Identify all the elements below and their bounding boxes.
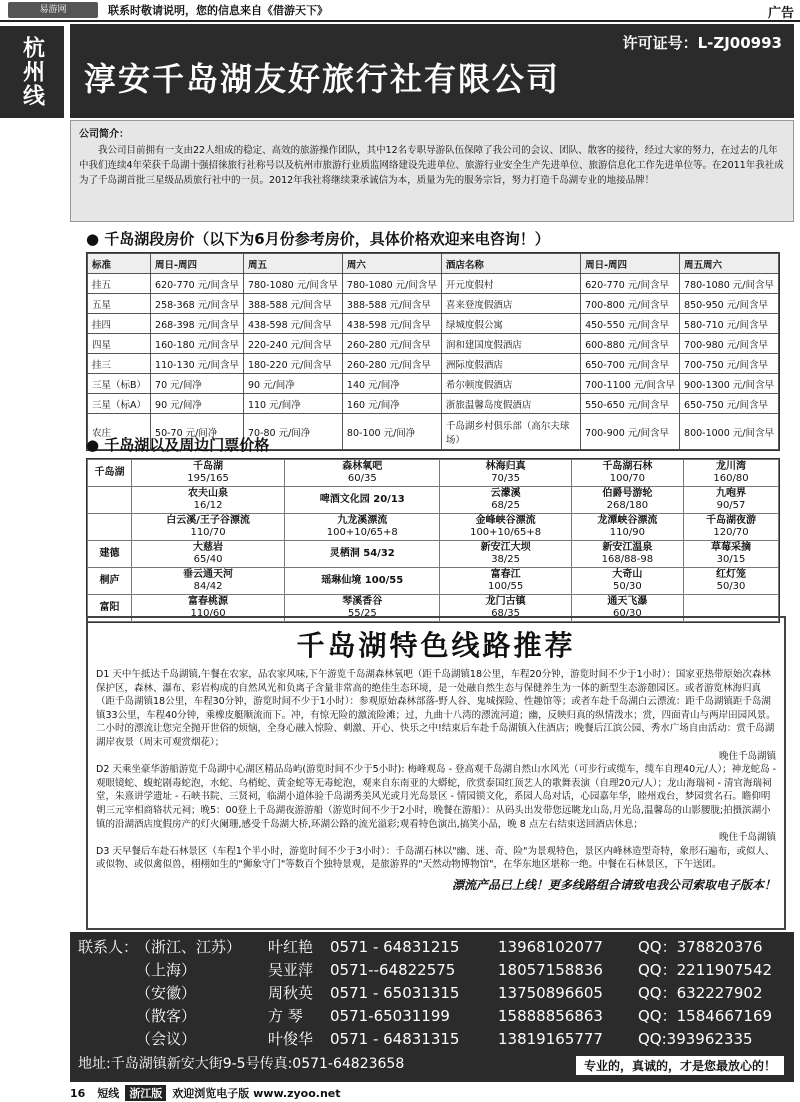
attraction-name: 草莓采摘 [710, 542, 751, 553]
license-number: 许可证号：L-ZJ00993 [622, 34, 782, 52]
ticket-cell [132, 514, 285, 541]
contact-name: 叶俊华 [268, 1030, 314, 1048]
price-cell: 260-280 元/间含早 [342, 334, 441, 354]
price-cell: 希尔顿度假酒店 [441, 374, 580, 394]
price-cell: 喜来登度假酒店 [441, 294, 580, 314]
company-address: 地址:千岛湖镇新安大街9-5号传真:0571-64823658 [78, 1056, 405, 1072]
price-cell: 160 元/间净 [342, 394, 441, 414]
ticket-cell [132, 568, 285, 595]
routes-title: 千岛湖特色线路推荐 [296, 629, 576, 662]
attraction-name: 新安江温泉 [602, 542, 653, 553]
attraction-name: 伯爵号游轮 [602, 488, 653, 499]
attraction-name: 龙川湾 [715, 461, 746, 472]
contact-phone: 0571 - 65031315 [330, 984, 460, 1002]
ticket-table-panel [86, 458, 780, 623]
ticket-row [88, 541, 779, 568]
attraction-name: 灵栖洞 54/32 [329, 548, 395, 559]
price-cell: 农庄 [88, 414, 151, 450]
intro-text: 我公司目前拥有一支由22人组成的稳定、高效的旅游操作团队，其中12名专职导游队伍保障了我公司的会议、团队、散客的接待，经过大家的努力，在过去的几年中我们连续4年荣获千岛湖十强招徕旅行社称号以及杭州市旅游行业质监网络建设先进单位、旅游行业安全生产先进单位、旅游信息化工作先进单位等。在2011年我社成为了千岛湖首批三星级品质旅行社中的一员。2012年我社将继续秉承诚信为本，质量为先的服务宗旨，努力打造千岛湖专业的地接品牌！ [79, 145, 784, 186]
ticket-cell [571, 487, 683, 514]
company-name: 淳安千岛湖友好旅行社有限公司 [84, 60, 561, 98]
contact-region: （安徽） [136, 984, 197, 1002]
price-row [88, 354, 779, 374]
route-day-3: D3 天早餐后车赴石林景区（车程1个半小时，游览时间不少于3小时）：千岛湖石林以"幽、迷、奇、险"为景观特色，景区内峰林造型奇特，象形石遍布，或似人、或似物、或似禽似兽，栩栩如生的"狮象守门"等数百个独特景观，是旅游界的"天然动物博物馆"，在华东地区堪称一绝。中餐在石林景区，下午送团。 [96, 845, 775, 871]
price-row [88, 394, 779, 414]
price-cell: 850-950 元/间含早 [680, 294, 779, 314]
company-intro [70, 120, 794, 222]
ticket-price: 65/40 [193, 554, 223, 565]
contact-mobile: 18057158836 [498, 961, 603, 979]
ticket-price: 110/60 [190, 608, 226, 619]
price-cell: 620-770 元/间含早 [151, 274, 244, 294]
website-link[interactable]: 欢迎浏览电子版 www.zyoo.net [172, 1087, 341, 1100]
price-cell: 650-750 元/间含早 [680, 394, 779, 414]
price-cell: 千岛湖乡村俱乐部（高尔夫球场） [441, 414, 580, 450]
ticket-cell [285, 541, 440, 568]
attraction-name: 瑶琳仙境 100/55 [321, 575, 404, 586]
price-cell: 180-220 元/间含早 [243, 354, 342, 374]
contact-phone: 0571 - 64831315 [330, 1030, 460, 1048]
ticket-cell [571, 541, 683, 568]
ticket-region [88, 514, 132, 541]
ticket-heading: ● 千岛湖以及周边门票价格 [86, 436, 270, 454]
contact-row [78, 1005, 786, 1028]
ticket-row [88, 568, 779, 595]
price-cell: 70 元/间净 [151, 374, 244, 394]
price-cell: 110-130 元/间含早 [151, 354, 244, 374]
attraction-name: 琴溪香谷 [342, 596, 383, 607]
price-cell: 780-1080 元/间含早 [243, 274, 342, 294]
attraction-name: 大慈岩 [193, 542, 224, 553]
section-label: 短线 [97, 1087, 120, 1100]
price-cell: 周六 [342, 254, 441, 274]
attraction-name: 富春桃源 [188, 596, 229, 607]
attraction-name: 森林氧吧 [342, 461, 383, 472]
price-cell: 900-1300 元/间含早 [680, 374, 779, 394]
contact-phone: 0571--64822575 [330, 961, 456, 979]
ticket-price: 68/25 [491, 500, 521, 511]
price-table-panel [86, 252, 780, 451]
slogan: 专业的，真诚的，才是您最放心的！ [576, 1056, 784, 1075]
ticket-row [88, 514, 779, 541]
ticket-cell [683, 460, 778, 487]
ticket-cell [285, 514, 440, 541]
attraction-name: 啤酒文化园 20/13 [319, 494, 405, 505]
ticket-price: 110/90 [609, 527, 645, 538]
top-notice: 联系时敬请说明，您的信息来自《借游天下》 [108, 4, 328, 17]
price-cell: 110 元/间净 [243, 394, 342, 414]
ticket-cell [285, 568, 440, 595]
page-footer [0, 1084, 800, 1102]
price-cell: 140 元/间净 [342, 374, 441, 394]
ticket-cell [440, 487, 571, 514]
route-tab-label: 杭州线 [19, 36, 45, 108]
ticket-cell [440, 460, 571, 487]
ticket-price: 60/30 [612, 608, 642, 619]
attraction-name: 千岛湖 [193, 461, 224, 472]
ticket-price: 168/88-98 [601, 554, 654, 565]
price-cell: 268-398 元/间含早 [151, 314, 244, 334]
ticket-price: 50/30 [716, 581, 746, 592]
contact-phone: 0571 - 64831215 [330, 938, 460, 956]
ticket-cell [285, 487, 440, 514]
contact-name: 周秋英 [268, 984, 314, 1002]
price-cell: 周五 [243, 254, 342, 274]
contact-region: （浙江、江苏） [136, 938, 242, 956]
contacts-label: 联系人： [78, 938, 139, 956]
price-row [88, 274, 779, 294]
price-cell: 浙旅温馨岛度假酒店 [441, 394, 580, 414]
ticket-price: 30/15 [716, 554, 746, 565]
contacts-panel [70, 932, 794, 1082]
price-cell: 700-800 元/间含早 [581, 294, 680, 314]
contact-mobile: 15888856863 [498, 1007, 603, 1025]
contact-region: （散客） [136, 1007, 197, 1025]
price-cell: 700-900 元/间含早 [581, 414, 680, 450]
ticket-price: 55/25 [347, 608, 377, 619]
promo-text: 漂流产品已上线！更多线路组合请致电我公司索取电子版本！ [451, 877, 776, 892]
ticket-cell [683, 541, 778, 568]
top-bar [0, 0, 800, 22]
contact-row [78, 936, 786, 959]
ticket-price: 100/70 [609, 473, 645, 484]
price-cell: 700-750 元/间含早 [680, 354, 779, 374]
price-table [87, 253, 779, 450]
price-heading: ● 千岛湖段房价（以下为6月份参考房价，具体价格欢迎来电咨询！） [86, 230, 550, 248]
ticket-price: 68/35 [491, 608, 521, 619]
price-cell: 开元度假村 [441, 274, 580, 294]
ticket-price: 90/57 [716, 500, 746, 511]
contacts-label [78, 1005, 136, 1028]
attraction-name: 红灯笼 [715, 569, 746, 580]
price-cell: 50-70 元/间净 [151, 414, 244, 450]
ticket-cell [440, 541, 571, 568]
ticket-price: 38/25 [491, 554, 521, 565]
price-cell: 润和建国度假酒店 [441, 334, 580, 354]
contact-region: （上海） [136, 961, 197, 979]
attraction-name: 白云溪/王子谷漂流 [166, 515, 250, 526]
ticket-price: 110/70 [190, 527, 226, 538]
price-cell: 800-1000 元/间含早 [680, 414, 779, 450]
price-cell: 90 元/间净 [151, 394, 244, 414]
ticket-cell [132, 460, 285, 487]
ticket-cell [571, 568, 683, 595]
ticket-price: 100/55 [488, 581, 524, 592]
ticket-price: 195/165 [187, 473, 229, 484]
price-cell: 挂五 [88, 274, 151, 294]
price-cell: 周日-周四 [151, 254, 244, 274]
ticket-region: 建德 [88, 541, 132, 568]
contact-mobile: 13968102077 [498, 938, 603, 956]
price-cell: 438-598 元/间含早 [342, 314, 441, 334]
price-cell: 600-880 元/间含早 [581, 334, 680, 354]
route-day-2-stay: 晚住千岛湖镇 [718, 832, 776, 844]
price-cell: 580-710 元/间含早 [680, 314, 779, 334]
price-cell: 450-550 元/间含早 [581, 314, 680, 334]
ticket-price: 100+10/65+8 [470, 527, 542, 538]
ticket-region: 千岛湖 [88, 460, 132, 487]
attraction-name: 千岛湖夜游 [705, 515, 756, 526]
contact-qq: QQ：378820376 [638, 938, 763, 956]
price-cell: 周日-周四 [581, 254, 680, 274]
ticket-region [88, 487, 132, 514]
ticket-cell [683, 514, 778, 541]
price-cell: 周五周六 [680, 254, 779, 274]
contact-qq: QQ：632227902 [638, 984, 763, 1002]
price-cell: 550-650 元/间含早 [581, 394, 680, 414]
ticket-cell [132, 487, 285, 514]
price-header-row [88, 254, 779, 274]
ticket-price: 70/35 [491, 473, 521, 484]
price-cell: 洲际度假酒店 [441, 354, 580, 374]
price-cell: 700-1100 元/间含早 [581, 374, 680, 394]
price-row [88, 334, 779, 354]
attraction-name: 林海归真 [485, 461, 526, 472]
price-cell: 90 元/间净 [243, 374, 342, 394]
ticket-price: 50/30 [612, 581, 642, 592]
ticket-cell [571, 514, 683, 541]
attraction-name: 新安江大坝 [480, 542, 531, 553]
contacts-label [78, 959, 136, 982]
ticket-price: 60/35 [347, 473, 377, 484]
price-cell: 三星（标A） [88, 394, 151, 414]
contact-qq: QQ：1584667169 [638, 1007, 773, 1025]
publisher-logo: 易游网 [8, 2, 98, 18]
ticket-cell [683, 568, 778, 595]
price-cell: 438-598 元/间含早 [243, 314, 342, 334]
contact-row [78, 982, 786, 1005]
price-row [88, 374, 779, 394]
price-cell: 700-980 元/间含早 [680, 334, 779, 354]
attraction-name: 垂云通天河 [183, 569, 234, 580]
contact-phone: 0571-65031199 [330, 1007, 450, 1025]
price-cell: 四星 [88, 334, 151, 354]
contacts-label [78, 982, 136, 1005]
ticket-region: 桐庐 [88, 568, 132, 595]
attraction-name: 九咆界 [715, 488, 746, 499]
price-cell: 780-1080 元/间含早 [680, 274, 779, 294]
ticket-price: 160/80 [713, 473, 749, 484]
contact-row [78, 959, 786, 982]
contact-name: 吴亚萍 [268, 961, 314, 979]
attraction-name: 大奇山 [612, 569, 643, 580]
contact-name: 叶红艳 [268, 938, 314, 956]
company-banner [70, 24, 794, 118]
price-row [88, 314, 779, 334]
attraction-name: 农夫山泉 [188, 488, 229, 499]
ticket-region: 富阳 [88, 595, 132, 622]
contact-mobile: 13750896605 [498, 984, 603, 1002]
contact-name: 方 琴 [268, 1007, 303, 1025]
route-tab [0, 26, 64, 118]
price-cell: 780-1080 元/间含早 [342, 274, 441, 294]
attraction-name: 通天飞瀑 [607, 596, 648, 607]
price-cell: 五星 [88, 294, 151, 314]
ticket-cell [440, 514, 571, 541]
attraction-name: 金峰峡谷漂流 [475, 515, 536, 526]
ticket-cell [683, 487, 778, 514]
contact-qq: QQ：2211907542 [638, 961, 773, 979]
ticket-cell [285, 460, 440, 487]
ticket-price: 16/12 [193, 500, 223, 511]
ticket-price: 268/180 [606, 500, 649, 511]
attraction-name: 云濛溪 [490, 488, 521, 499]
price-cell: 388-588 元/间含早 [342, 294, 441, 314]
attraction-name: 九龙溪漂流 [337, 515, 388, 526]
price-cell: 388-588 元/间含早 [243, 294, 342, 314]
attraction-name: 龙潭峡谷漂流 [597, 515, 658, 526]
price-cell: 258-368 元/间含早 [151, 294, 244, 314]
route-day-2: D2 天乘坐豪华游船游览千岛湖中心湖区精品岛屿(游览时间不少于5小时): 梅峰观岛 - 登高观千岛湖自然山水风光（可步行或缆车，缆车自理40元/人）；神龙蛇岛 - 观眼镜蛇、蝮蛇剧毒蛇泡，水蛇、乌梢蛇、黄金蛇等无毒蛇泡，观来自东南亚的大蟒蛇，欣赏泰国红顶艺人的歌舞表演（自理20元/人）；龙山海瑞祠 - 清官海瑞祠堂，朱熹讲学遗址 - 石峡书院、三贤祠，临湖小道体验千岛湖秀美风光或月光岛景区 - 情园锁文化，系园人岛对话，心园嘉年华，睦州戏台，梦园赏名石。瞻仰明朝三元宰相商辂状元祠；晚5：00登上千岛湖夜游游船（游览时间不少于2小时，晚餐在游船）：从码头出发带您远眺龙山岛,月光岛,温馨岛的山影腰胧;拍摄滨湖小镇的沿湖酒店度假房产的灯火阑珊,感受千岛湖大桥,环湖公路的流光溢彩;观看特色演出,搞笑小品，晚 8 点左右结束送回酒店休息； [96, 764, 777, 830]
ticket-cell [440, 568, 571, 595]
price-cell: 70-80 元/间净 [243, 414, 342, 450]
ticket-price: 84/42 [193, 581, 223, 592]
ticket-row [88, 460, 779, 487]
price-cell: 220-240 元/间含早 [243, 334, 342, 354]
route-day-1-stay: 晚住千岛湖镇 [718, 750, 776, 762]
price-cell: 80-100 元/间净 [342, 414, 441, 450]
attraction-name: 千岛湖石林 [602, 461, 653, 472]
page-number: 16 [70, 1086, 86, 1100]
price-cell: 绿城度假公寓 [441, 314, 580, 334]
contacts-label [78, 1028, 136, 1051]
price-cell: 挂四 [88, 314, 151, 334]
price-cell: 260-280 元/间含早 [342, 354, 441, 374]
contact-region: （会议） [136, 1030, 197, 1048]
ticket-cell [132, 541, 285, 568]
price-cell: 650-700 元/间含早 [581, 354, 680, 374]
price-cell: 标准 [88, 254, 151, 274]
price-cell: 160-180 元/间含早 [151, 334, 244, 354]
price-cell: 三星（标B） [88, 374, 151, 394]
price-cell: 620-770 元/间含早 [581, 274, 680, 294]
ticket-price: 120/70 [713, 527, 749, 538]
price-row [88, 294, 779, 314]
route-recommendations [86, 616, 786, 930]
contact-mobile: 13819165777 [498, 1030, 603, 1048]
contact-row [78, 1028, 786, 1051]
attraction-name: 龙门古镇 [485, 596, 526, 607]
ticket-price: 100+10/65+8 [326, 527, 398, 538]
intro-title: 公司简介： [79, 129, 129, 140]
contact-qq: QQ:393962335 [638, 1030, 753, 1048]
price-cell: 酒店名称 [441, 254, 580, 274]
ticket-row [88, 487, 779, 514]
ad-label: 广告 [767, 6, 794, 21]
attraction-name: 富春江 [490, 569, 521, 580]
ticket-cell [571, 460, 683, 487]
route-day-1: D1 天中午抵达千岛湖镇,午餐在农家，品农家风味,下午游览千岛湖森林氧吧（距千岛湖镇18公里，车程20分钟，游览时间不少于1小时）：国家亚热带原始次森林保护区，森林、瀑布、彩岩构成的自然风光和负离子含量非常高的绝佳生态环境，是一处融自然生态与保健养生为一体的新型生态游憩园区。或者游览林海归真（距千岛湖镇18公里，车程30分钟，游览时间不少于1小时）：参观原始森林部落-野人谷、鬼城探险、性趣馆等；或者车赴千岛湖白云漂流：距千岛湖镇距千岛湖镇33公里，车程40分钟，乘橡皮艇顺流而下。冲，有惊无险的激流险滩；过，九曲十八湾的漂流河道；幽，反映归真的纵情泼水；赏，四面青山与两岸田园风景。二小时的漂流让您完全抛开世俗的烦恼，全身心融入惊险、刺激、开心、快乐之中!结束后车赴千岛湖镇入住酒店；晚餐后江滨公园、秀水广场自由活动：赏千岛湖湖岸夜景（周末可观赏烟花）； [96, 669, 776, 748]
ticket-table [87, 459, 779, 622]
price-cell: 挂三 [88, 354, 151, 374]
edition-label: 浙江版 [125, 1085, 166, 1101]
